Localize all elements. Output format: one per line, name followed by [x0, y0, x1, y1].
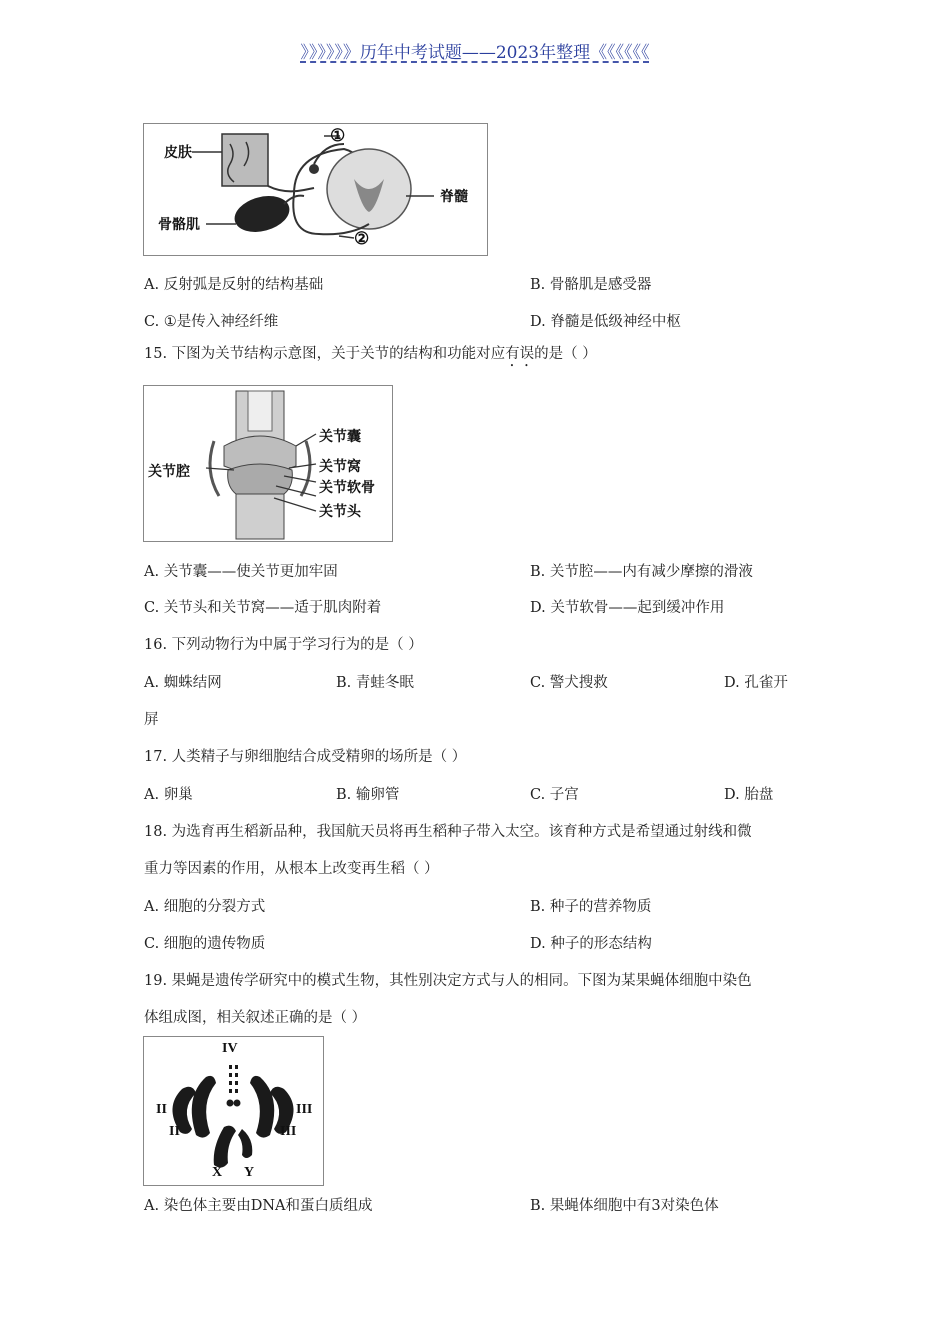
q14-option-b[interactable]: B. 骨骼肌是感受器	[530, 277, 652, 293]
q15-stem	[144, 344, 814, 370]
q18-option-d[interactable]: D. 种子的形态结构	[530, 936, 652, 952]
label-skeletal-muscle: 骨骼肌	[158, 217, 200, 233]
q18-option-c[interactable]: C. 细胞的遗传物质	[144, 936, 266, 952]
reflex-arc-drawing	[144, 124, 487, 255]
label-chromosome-x: X	[212, 1165, 223, 1180]
q19-stem-line1: 19. 果蝇是遗传学研究中的模式生物，其性别决定方式与人的相同。下图为某果蝇体细胞中染色	[144, 973, 752, 989]
label-joint-capsule: 关节囊	[319, 429, 361, 445]
reflex-arc-figure	[143, 123, 488, 256]
q15-option-c[interactable]: C. 关节头和关节窝——适于肌肉附着	[144, 600, 382, 616]
q15-stem-emphasis: 有误	[505, 346, 535, 362]
label-circle-1: ①	[330, 126, 346, 146]
q17-option-b[interactable]: B. 输卵管	[336, 787, 400, 803]
q18-option-a[interactable]: A. 细胞的分裂方式	[144, 899, 266, 915]
q16-option-d-wrap: 屏	[144, 712, 159, 728]
label-chromosome-iv: IV	[222, 1041, 238, 1056]
q16-option-b[interactable]: B. 青蛙冬眠	[336, 675, 414, 691]
q18-stem-line1: 18. 为选育再生稻新品种，我国航天员将再生稻种子带入太空。该育种方式是希望通过射线和微	[144, 824, 752, 840]
q18-option-b[interactable]: B. 种子的营养物质	[530, 899, 652, 915]
q16-option-c[interactable]: C. 警犬搜救	[530, 675, 608, 691]
label-joint-cavity: 关节腔	[148, 464, 190, 480]
label-articular-cartilage: 关节软骨	[319, 480, 375, 496]
label-skin: 皮肤	[164, 145, 192, 161]
q15-option-a[interactable]: A. 关节囊——使关节更加牢固	[144, 564, 338, 580]
label-chromosome-iii-1: III	[296, 1102, 313, 1117]
q19-stem-line2: 体组成图，相关叙述正确的是（ ）	[144, 1010, 367, 1026]
q19-option-b[interactable]: B. 果蝇体细胞中有3对染色体	[530, 1198, 719, 1214]
label-joint-socket: 关节窝	[319, 459, 361, 475]
page-header[interactable]: 》》》》》》历年中考试题——2023年整理《《《《《《	[300, 43, 650, 63]
q16-stem: 16. 下列动物行为中属于学习行为的是（ ）	[144, 637, 423, 653]
q16-option-a[interactable]: A. 蜘蛛结网	[144, 675, 222, 691]
q19-option-a[interactable]: A. 染色体主要由DNA和蛋白质组成	[144, 1198, 373, 1214]
label-circle-2: ②	[354, 229, 370, 249]
q16-option-d[interactable]: D. 孔雀开	[724, 675, 788, 691]
label-joint-head: 关节头	[319, 504, 361, 520]
label-chromosome-iii-2: III	[280, 1124, 297, 1139]
q15-stem-pre: 15. 下图为关节结构示意图，关于关节的结构和功能对应	[144, 346, 506, 362]
q15-option-b[interactable]: B. 关节腔——内有减少摩擦的滑液	[530, 564, 753, 580]
q17-stem: 17. 人类精子与卵细胞结合成受精卵的场所是（ ）	[144, 749, 467, 765]
q17-option-c[interactable]: C. 子宫	[530, 787, 579, 803]
q17-option-d[interactable]: D. 胎盘	[724, 787, 774, 803]
label-chromosome-ii-2: II	[169, 1124, 180, 1139]
label-chromosome-ii-1: II	[156, 1102, 167, 1117]
q17-option-a[interactable]: A. 卵巢	[144, 787, 193, 803]
fruit-fly-chromosome-figure	[143, 1036, 324, 1186]
q15-stem-post: 的是（ ）	[534, 346, 597, 362]
joint-structure-figure	[143, 385, 393, 542]
q14-option-c[interactable]: C. ①是传入神经纤维	[144, 314, 279, 330]
q18-stem-line2: 重力等因素的作用，从根本上改变再生稻（ ）	[144, 861, 439, 877]
q14-option-a[interactable]: A. 反射弧是反射的结构基础	[144, 277, 324, 293]
q14-option-d[interactable]: D. 脊髓是低级神经中枢	[530, 314, 681, 330]
label-chromosome-y: Y	[244, 1165, 255, 1180]
label-spinal-cord: 脊髓	[440, 189, 468, 205]
q15-option-d[interactable]: D. 关节软骨——起到缓冲作用	[530, 600, 725, 616]
